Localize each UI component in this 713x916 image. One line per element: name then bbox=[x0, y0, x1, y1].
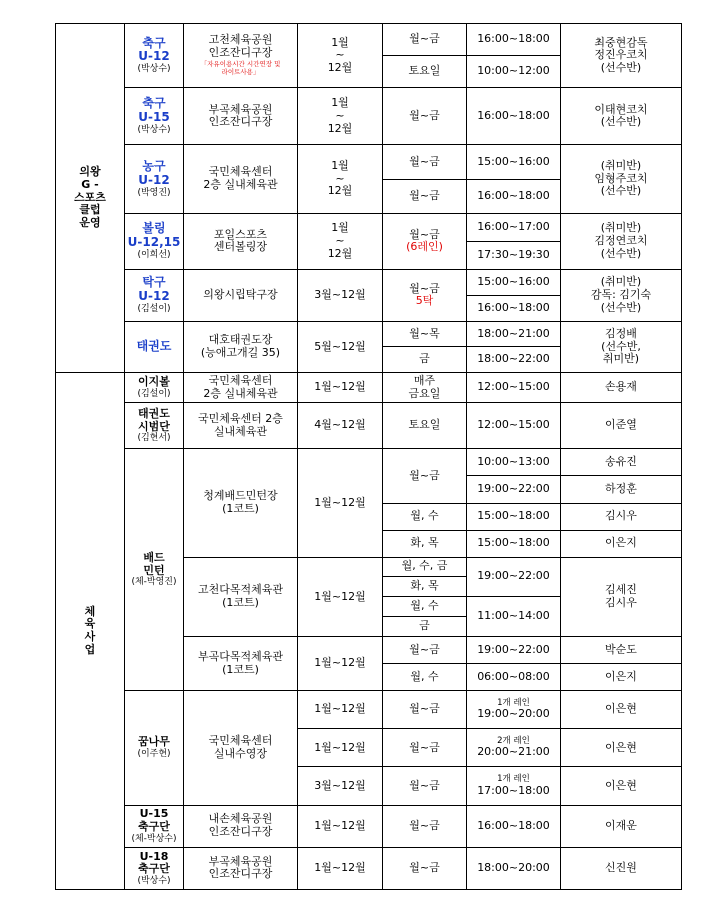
time-cell: 16:00~18:00 bbox=[467, 805, 561, 847]
program-cell: U-18 축구단 (박상수) bbox=[125, 847, 184, 889]
days-cell: 월, 수, 금 bbox=[383, 557, 467, 576]
time-cell: 16:00~18:00 bbox=[467, 24, 561, 56]
days-cell: 화, 목 bbox=[383, 576, 467, 596]
time-cell: 10:00~12:00 bbox=[467, 56, 561, 88]
coach-cell: 손용재 bbox=[561, 373, 682, 403]
time-cell: 15:00~18:00 bbox=[467, 530, 561, 557]
period-cell: 1월~12월 bbox=[298, 691, 383, 729]
venue-cell: 부곡체육공원 인조잔디구장 bbox=[184, 88, 298, 145]
coach-cell: 박순도 bbox=[561, 637, 682, 664]
venue-cell: 고천체육공원 인조잔디구장 「자유이용시간 시간연장 및 라이트사용」 bbox=[184, 24, 298, 88]
table-row bbox=[56, 373, 682, 403]
coach-cell: 송유진 bbox=[561, 449, 682, 476]
program-cell: 태권도 시범단 (김현서) bbox=[125, 403, 184, 449]
days-cell: 월~금 bbox=[383, 847, 467, 889]
coach-cell: 신진원 bbox=[561, 847, 682, 889]
program-cell: 축구 U-15 (박상수) bbox=[125, 88, 184, 145]
time-cell: 11:00~14:00 bbox=[467, 596, 561, 636]
days-cell: 토요일 bbox=[383, 403, 467, 449]
venue-cell: 청계배드민턴장 (1코트) bbox=[184, 449, 298, 557]
program-cell: 농구 U-12 (박영진) bbox=[125, 145, 184, 213]
days-cell: 월~금 (6레인) bbox=[383, 213, 467, 269]
program-cell: 배드 민턴 (체-박영진) bbox=[125, 449, 184, 691]
table-row bbox=[56, 321, 682, 346]
days-cell: 월~금 bbox=[383, 691, 467, 729]
days-cell: 월~금 bbox=[383, 179, 467, 213]
program-cell: 볼링 U-12,15 (이희선) bbox=[125, 213, 184, 269]
time-cell: 12:00~15:00 bbox=[467, 373, 561, 403]
table-row bbox=[56, 145, 682, 179]
days-cell: 토요일 bbox=[383, 56, 467, 88]
time-cell: 19:00~22:00 bbox=[467, 476, 561, 503]
period-cell: 3월~12월 bbox=[298, 767, 383, 805]
time-cell: 19:00~22:00 bbox=[467, 557, 561, 596]
time-cell: 15:00~16:00 bbox=[467, 145, 561, 179]
days-cell: 월~금 bbox=[383, 88, 467, 145]
coach-cell: (취미반) 임형주코치 (선수반) bbox=[561, 145, 682, 213]
table-row bbox=[56, 847, 682, 889]
table-row bbox=[56, 449, 682, 476]
table-row bbox=[56, 88, 682, 145]
coach-cell: 최중현감독 정진우코치 (선수반) bbox=[561, 24, 682, 88]
venue-cell: 고천다목적체육관 (1코트) bbox=[184, 557, 298, 636]
period-cell: 1월~12월 bbox=[298, 557, 383, 636]
time-cell: 16:00~18:00 bbox=[467, 295, 561, 321]
time-cell: 19:00~22:00 bbox=[467, 637, 561, 664]
time-cell: 2개 레인 20:00~21:00 bbox=[467, 729, 561, 767]
days-cell: 월~금 bbox=[383, 449, 467, 503]
coach-cell: (취미반) 김정연코치 (선수반) bbox=[561, 213, 682, 269]
venue-cell: 의왕시립탁구장 bbox=[184, 269, 298, 321]
table-row bbox=[56, 24, 682, 56]
days-cell: 월, 수 bbox=[383, 596, 467, 616]
venue-note: 「자유이용시간 시간연장 및 라이트사용」 bbox=[200, 60, 281, 77]
schedule-table bbox=[55, 23, 682, 890]
time-cell: 16:00~17:00 bbox=[467, 213, 561, 241]
coach-cell: 이은현 bbox=[561, 767, 682, 805]
venue-cell: 부곡다목적체육관 (1코트) bbox=[184, 637, 298, 691]
table-row bbox=[56, 269, 682, 295]
days-cell: 월, 수 bbox=[383, 664, 467, 691]
table-row bbox=[56, 805, 682, 847]
coach-cell: 김세진 김시우 bbox=[561, 557, 682, 636]
days-cell: 월~금 bbox=[383, 805, 467, 847]
time-cell: 15:00~16:00 bbox=[467, 269, 561, 295]
coach-cell: 이은현 bbox=[561, 729, 682, 767]
coach-cell: 이재운 bbox=[561, 805, 682, 847]
days-cell: 월~금 bbox=[383, 24, 467, 56]
coach-cell: 이준열 bbox=[561, 403, 682, 449]
days-cell: 월~금 bbox=[383, 729, 467, 767]
program-cell: 탁구 U-12 (김설이) bbox=[125, 269, 184, 321]
period-cell: 3월~12월 bbox=[298, 269, 383, 321]
time-cell: 17:30~19:30 bbox=[467, 241, 561, 269]
coach-cell: 김정배 (선수반, 취미반) bbox=[561, 321, 682, 372]
days-cell: 매주 금요일 bbox=[383, 373, 467, 403]
venue-cell: 국민체육센터 2층 실내체육관 bbox=[184, 403, 298, 449]
period-cell: 1월~12월 bbox=[298, 449, 383, 557]
venue-cell: 국민체육센터 실내수영장 bbox=[184, 691, 298, 805]
time-cell: 16:00~18:00 bbox=[467, 179, 561, 213]
period-cell: 1월 ~ 12월 bbox=[298, 145, 383, 213]
table-row bbox=[56, 403, 682, 449]
days-cell: 월~금 bbox=[383, 767, 467, 805]
period-cell: 4월~12월 bbox=[298, 403, 383, 449]
period-cell: 1월~12월 bbox=[298, 373, 383, 403]
period-cell: 1월~12월 bbox=[298, 805, 383, 847]
program-cell: 태권도 bbox=[125, 321, 184, 372]
time-cell: 10:00~13:00 bbox=[467, 449, 561, 476]
time-cell: 18:00~20:00 bbox=[467, 847, 561, 889]
period-cell: 1월~12월 bbox=[298, 637, 383, 691]
days-cell: 월~금 5탁 bbox=[383, 269, 467, 321]
section-sports-business: 체 육 사 업 bbox=[56, 373, 125, 890]
days-cell: 월~금 bbox=[383, 145, 467, 179]
days-cell: 월, 수 bbox=[383, 503, 467, 530]
coach-cell: 하정훈 bbox=[561, 476, 682, 503]
period-cell: 1월 ~ 12월 bbox=[298, 24, 383, 88]
coach-cell: (취미반) 감독: 김기숙 (선수반) bbox=[561, 269, 682, 321]
days-cell: 월~금 bbox=[383, 637, 467, 664]
venue-cell: 국민체육센터 2층 실내체육관 bbox=[184, 145, 298, 213]
time-cell: 1개 레인 17:00~18:00 bbox=[467, 767, 561, 805]
days-cell: 화, 목 bbox=[383, 530, 467, 557]
time-cell: 1개 레인 19:00~20:00 bbox=[467, 691, 561, 729]
table-row bbox=[56, 213, 682, 241]
table-row bbox=[56, 691, 682, 729]
venue-cell: 부곡체육공원 인조잔디구장 bbox=[184, 847, 298, 889]
venue-cell: 내손체육공원 인조잔디구장 bbox=[184, 805, 298, 847]
time-cell: 16:00~18:00 bbox=[467, 88, 561, 145]
coach-cell: 이태현코치 (선수반) bbox=[561, 88, 682, 145]
venue-cell: 대호태권도장 (능애고개길 35) bbox=[184, 321, 298, 372]
time-cell: 12:00~15:00 bbox=[467, 403, 561, 449]
section-gsports-club: 의왕 G - 스포츠 클럽 운영 bbox=[56, 24, 125, 373]
program-cell: 꿈나무 (이주현) bbox=[125, 691, 184, 805]
days-cell: 월~목 bbox=[383, 321, 467, 346]
coach-cell: 이은지 bbox=[561, 664, 682, 691]
period-cell: 1월~12월 bbox=[298, 847, 383, 889]
program-cell: 이지볼 (김설이) bbox=[125, 373, 184, 403]
venue-cell: 국민체육센터 2층 실내체육관 bbox=[184, 373, 298, 403]
coach-cell: 이은현 bbox=[561, 691, 682, 729]
days-cell: 금 bbox=[383, 616, 467, 636]
period-cell: 1월 ~ 12월 bbox=[298, 213, 383, 269]
time-cell: 15:00~18:00 bbox=[467, 503, 561, 530]
period-cell: 1월~12월 bbox=[298, 729, 383, 767]
program-cell: U-15 축구단 (체-박상수) bbox=[125, 805, 184, 847]
program-cell: 축구 U-12 (박상수) bbox=[125, 24, 184, 88]
period-cell: 1월 ~ 12월 bbox=[298, 88, 383, 145]
period-cell: 5월~12월 bbox=[298, 321, 383, 372]
days-cell: 금 bbox=[383, 347, 467, 373]
time-cell: 18:00~21:00 bbox=[467, 321, 561, 346]
time-cell: 06:00~08:00 bbox=[467, 664, 561, 691]
coach-cell: 이은지 bbox=[561, 530, 682, 557]
venue-cell: 포일스포츠 센터볼링장 bbox=[184, 213, 298, 269]
time-cell: 18:00~22:00 bbox=[467, 347, 561, 373]
coach-cell: 김시우 bbox=[561, 503, 682, 530]
